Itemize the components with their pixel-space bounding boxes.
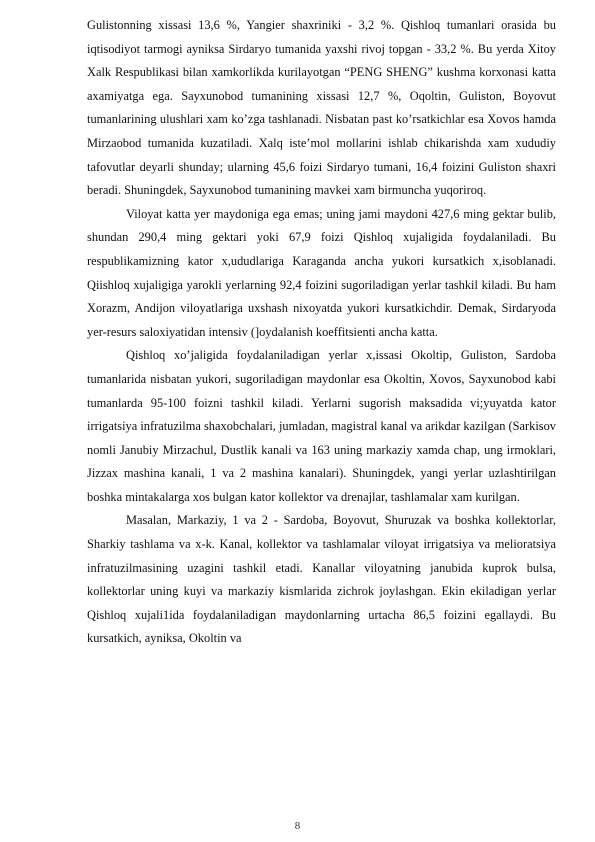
document-page [87,14,556,651]
paragraph-irrigated-lands: Qishloq xo’jaligida foydalaniladigan yerlar x,issasi Okoltip, Guliston, Sardoba tumanlarida nisbatan yukori, sugoriladigan maydonlar esa Okoltin, Xovos, Sayxunobod kabi tumanlarda 95-100 foizni tashkil kiladi. Yerlarni sugorish maksadida vi;yuyatda kator irrigatsiya infratuzilma shaxobchalari, jumladan, magistral kanal va arikdar kazilgan (Sarkisov nomli Janubiy Mirzachul, Dustlik kanali va 163 uning markaziy xamda chap, ung irmoklari, Jizzax mashina kanali, 1 va 2 mashina kanalari). Shuningdek, yangi yerlar uzlashtirilgan boshka mintakalarga xos bulgan kator kollektor va drenajlar, tashlamalar xam kurilgan. [87,348,556,504]
paragraph-gulistan-industry: Gulistonning xissasi 13,6 %, Yangier shaxriniki - 3,2 %. Qishloq tumanlari orasida bu iqtisodiyot tarmogi ayniksa Sirdaryo tumanida yaxshi rivoj topgan - 33,2 %. Bu yerda Xitoy Xalk Respublikasi bilan xamkorlikda kurilayotgan “PENG SHENG” kushma korxonasi katta axamiyatga ega. Sayxunobod tumanining xissasi 12,7 %, Oqoltin, Guliston, Boyovut tumanlarining ulushlari xam ko’zga tashlanadi. Nisbatan past ko’rsatkichlar esa Xovos hamda Mirzaobod tumanida kuzatiladi. Xalq iste’mol mollarini ishlab chikarishda xam xududiy tafovutlar deyarli shunday; ularning 45,6 foizi Sirdaryo tumani, 16,4 foizini Guliston shaxri beradi. Shuningdek, Sayxunobod tumanining mavkei xam birmuncha yuqoriroq. [87,18,556,198]
paragraph-collectors: Masalan, Markaziy, 1 va 2 - Sardoba, Boyovut, Shuruzak va boshka kollektorlar, Sharkiy tashlama va x-k. Kanal, kollektor va tashlamalar viloyat irrigatsiya va melioratsiya infratuzilmasining uzagini tashkil etadi. Kanallar viloyatning janubida kuprok bulsa, kollektorlar uning kuyi va markaziy kismlarida zichrok joylashgan. Ekin ekiladigan yerlar Qishloq xujali1ida foydalaniladigan maydonlarning urtacha 86,5 foizini egallaydi. Bu kursatkich, ayniksa, Okoltin va [87,513,556,646]
paragraph-land-area: Viloyat katta yer maydoniga ega emas; uning jami maydoni 427,6 ming gektar bulib, shundan 290,4 ming gektari yoki 67,9 foizi Qishloq xujaligida foydalaniladi. Bu respublikamizning kator x,ududlariga Karaganda ancha yukori kursatkich x,isoblanadi. Qiishloq xujaligiga yarokli yerlarning 92,4 foizini sugoriladigan yerlar tashkil kiladi. Bu ham Xorazm, Andijon viloyatlariga uxshash nixoyatda yukori kursatkichdir. Demak, Sirdaryoda yer-resurs saloxiyatidan intensiv (]oydalanish koeffitsienti ancha katta. [87,206,556,339]
page-number: 8 [294,820,301,832]
